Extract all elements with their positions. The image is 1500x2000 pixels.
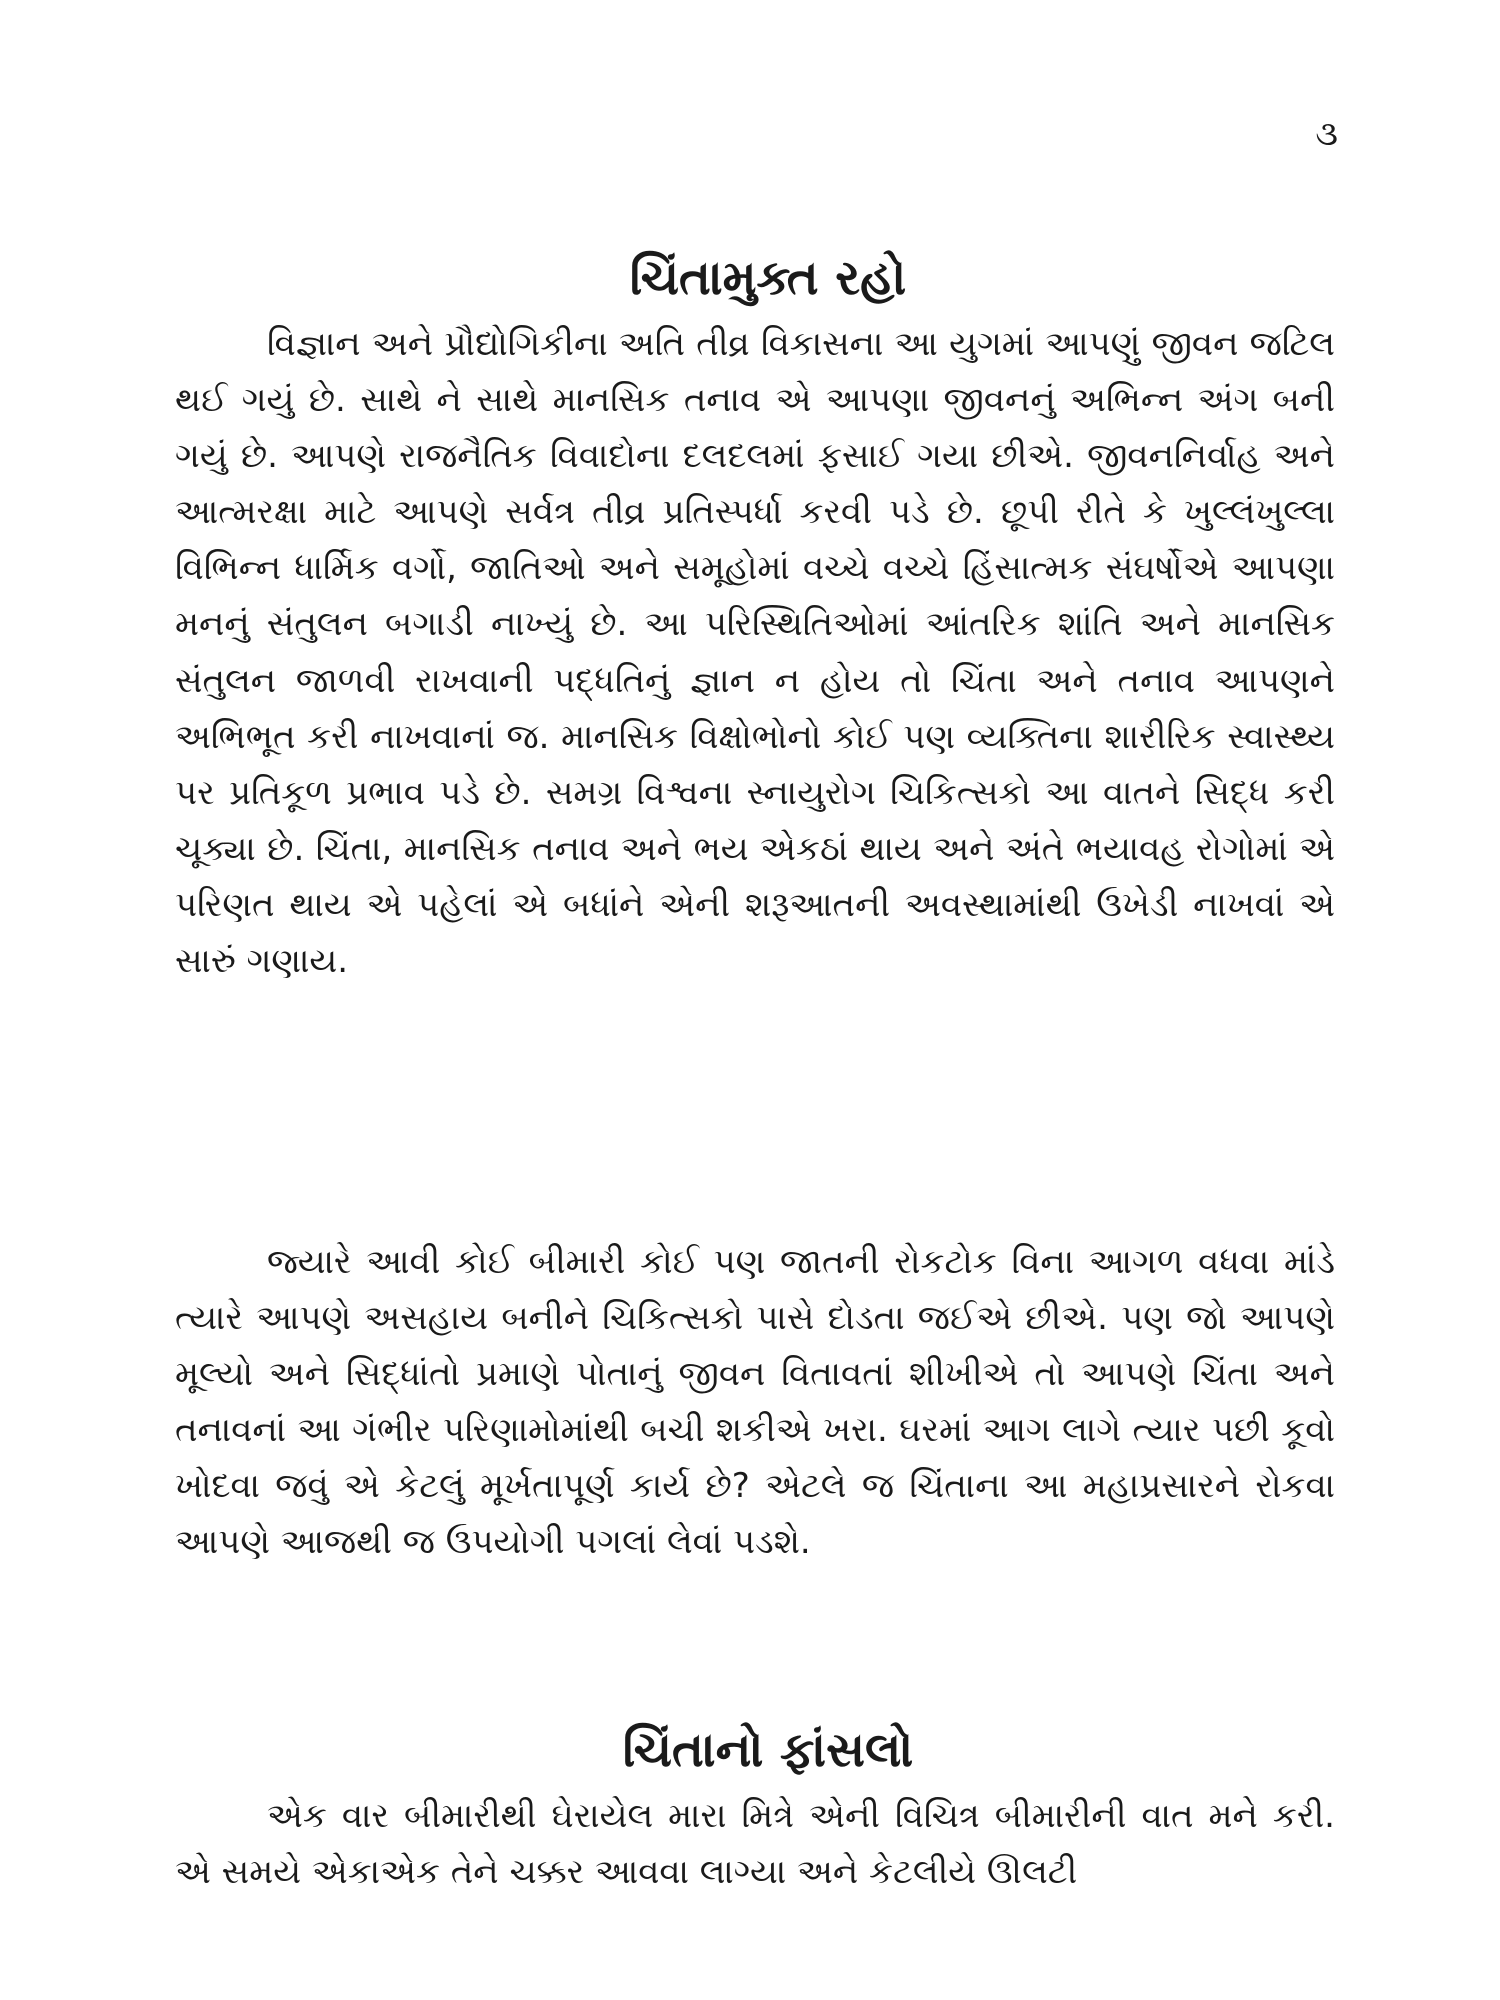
paragraph: એક વાર બીમારીથી ઘેરાયેલ મારા મિત્રે એની વિચિત્ર બીમારીની વાત મને કરી. એ સમયે એકાએક તેને ચક્કર આવવા લાગ્યા અને કેટલીયે ઊલટી <box>175 1796 1335 1893</box>
page-number: ૩ <box>1315 114 1338 154</box>
paragraph: વિજ્ઞાન અને પ્રૌદ્યોગિકીના અતિ તીવ્ર વિકાસના આ યુગમાં આપણું જીવન જટિલ થઈ ગયું છે. સાથે ને સાથે માનસિક તનાવ એ આપણા જીવનનું અભિન્ન અંગ બની ગયું છે. આપણે રાજનૈતિક વિવાદોના દલદલમાં ફસાઈ ગયા છીએ. જીવનનિર્વાહ અને આત્મરક્ષા માટે આપણે સર્વત્ર તીવ્ર પ્રતિસ્પર્ધા કરવી પડે છે. છૂપી રીતે કે ખુલ્લંખુલ્લા વિભિન્ન ધાર્મિક વર્ગો, જાતિઓ અને સમૂહોમાં વચ્ચે વચ્ચે હિંસાત્મક સંઘર્ષોએ આપણા મનનું સંતુલન બગાડી નાખ્યું છે. આ પરિસ્થિતિઓમાં આંતરિક શાંતિ અને માનસિક સંતુલન જાળવી રાખવાની પદ્ધતિનું જ્ઞાન ન હોય તો ચિંતા અને તનાવ આપણને અભિભૂત કરી નાખવાનાં જ. માનસિક વિક્ષોભોનો કોઈ પણ વ્યક્તિના શારીરિક સ્વાસ્થ્ય પર પ્રતિકૂળ પ્રભાવ પડે છે. સમગ્ર વિશ્વના સ્નાયુરોગ ચિકિત્સકો આ વાતને સિદ્ધ કરી ચૂક્યા છે. ચિંતા, માનસિક તનાવ અને ભય એકઠાં થાય અને અંતે ભયાવહ રોગોમાં એ પરિણત થાય એ પહેલાં એ બધાંને એની શરૂઆતની અવસ્થામાંથી ઉખેડી નાખવાં એ સારું ગણાય. <box>175 324 1335 982</box>
paragraph: જ્યારે આવી કોઈ બીમારી કોઈ પણ જાતની રોકટોક વિના આગળ વધવા માંડે ત્યારે આપણે અસહાય બનીને ચિકિત્સકો પાસે દોડતા જઈએ છીએ. પણ જો આપણે મૂલ્યો અને સિદ્ધાંતો પ્રમાણે પોતાનું જીવન વિતાવતાં શીખીએ તો આપણે ચિંતા અને તનાવનાં આ ગંભીર પરિણામોમાંથી બચી શકીએ ખરા. ઘરમાં આગ લાગે ત્યાર પછી કૂવો ખોદવા જવું એ કેટલું મૂર્ખતાપૂર્ણ કાર્ય છે? એટલે જ ચિંતાના આ મહાપ્રસારને રોકવા આપણે આજથી જ ઉપયોગી પગલાં લેવાં પડશે. <box>175 1242 1335 1563</box>
section-heading-worry-trap: ચિંતાનો ફાંસલો <box>622 1722 914 1778</box>
section-heading-worry-free: ચિંતામુક્ત રહો <box>629 250 907 306</box>
